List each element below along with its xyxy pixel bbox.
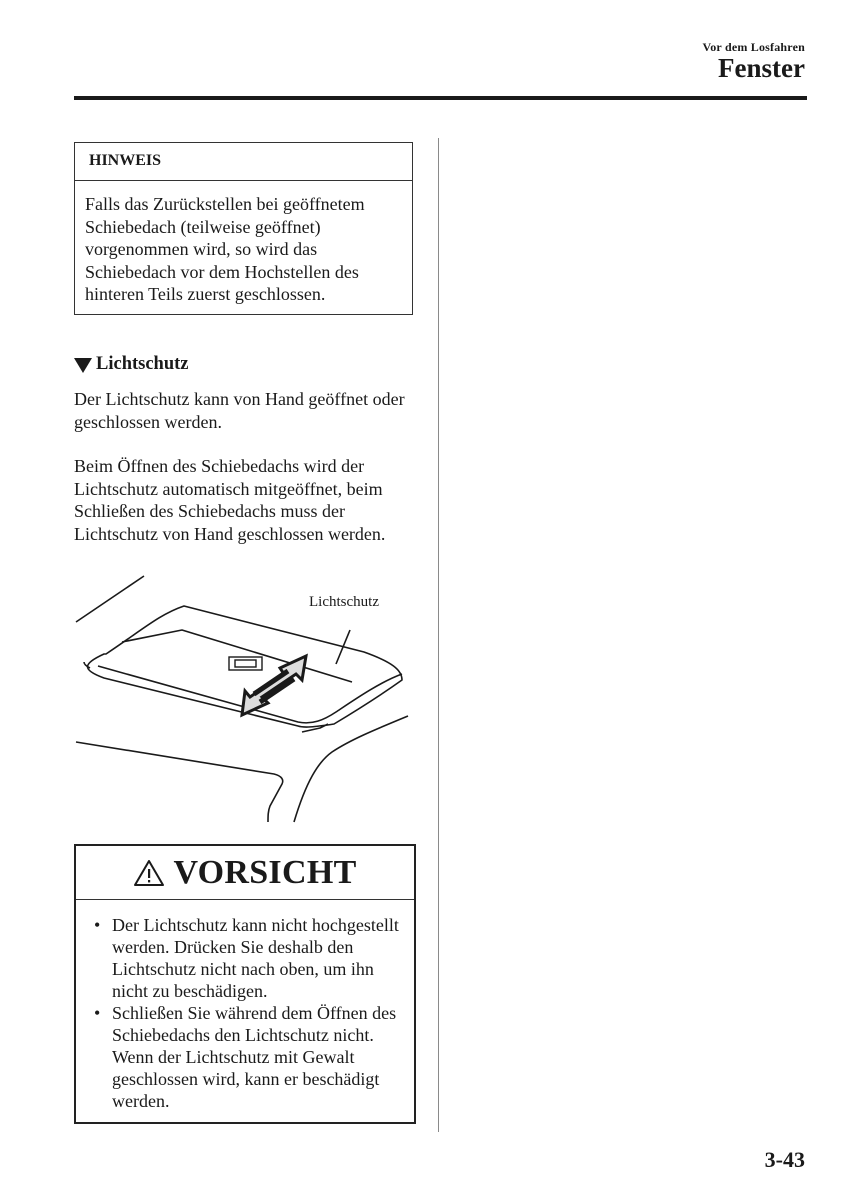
- sunroof-switch: [229, 657, 262, 670]
- caution-list: [76, 900, 414, 1112]
- chapter-title: Fenster: [718, 53, 805, 83]
- list-item: [90, 1002, 404, 1112]
- section-label: Vor dem Losfahren: [702, 40, 805, 54]
- column-divider: [438, 138, 439, 1132]
- note-title: HINWEIS: [75, 143, 412, 181]
- paragraph-1: Der Lichtschutz kann von Hand geöffnet oder geschlossen werden.: [74, 389, 405, 432]
- caution-text: Schließen Sie während dem Öffnen des Schiebedachs den Lichtschutz nicht. Wenn der Lichtschutz mit Gewalt geschlossen wird, kann er beschädigt werden.: [112, 1003, 397, 1111]
- caution-text: Der Lichtschutz kann nicht hochgestellt werden. Drücken Sie deshalb den Lichtschutz nicht nach oben, um ihn nicht zu beschädigen.: [112, 915, 399, 1001]
- header-rule: [74, 96, 807, 100]
- sunshade-illustration: [74, 570, 422, 830]
- caution-header: [76, 846, 414, 900]
- note-text: Falls das Zurückstellen bei geöffnetem Schiebedach (teilweise geöffnet) vorgenommen wird, so wird das Schiebedach vor dem Hochstellen des hinteren Teils zuerst geschlossen.: [85, 194, 365, 304]
- section-heading: [74, 354, 189, 375]
- figure-label: Lichtschutz: [309, 594, 379, 610]
- bullet: •: [94, 915, 101, 935]
- page-number: 3-43: [764, 1147, 805, 1172]
- section-heading-text: Lichtschutz: [96, 354, 189, 374]
- list-item: [90, 914, 404, 1002]
- down-triangle-icon: [74, 358, 92, 373]
- caution-title: VORSICHT: [173, 853, 357, 891]
- warning-triangle-icon: [133, 859, 165, 887]
- note-box: [74, 142, 413, 315]
- bullet: •: [94, 1003, 101, 1023]
- paragraph-2: Beim Öffnen des Schiebedachs wird der Lichtschutz automatisch mitgeöffnet, beim Schließen des Schiebedachs muss der Lichtschutz von Hand geschlossen werden.: [74, 456, 386, 544]
- caution-box: [74, 844, 416, 1124]
